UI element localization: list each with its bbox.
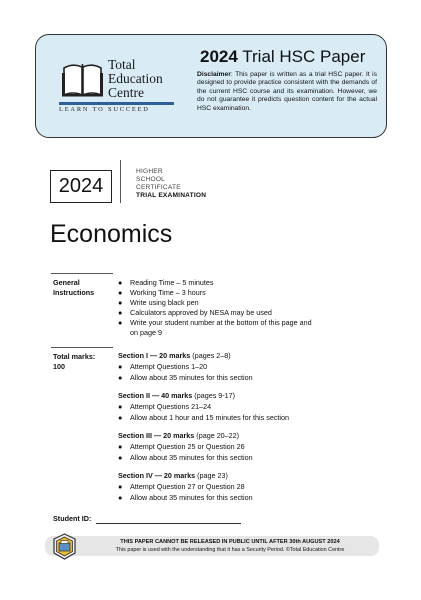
exam-year-box: 2024 <box>50 170 112 203</box>
subject-title: Economics <box>50 220 173 248</box>
bullet-icon: ● <box>118 298 123 307</box>
logo-line-2: Education <box>108 71 163 86</box>
bullet-icon: ● <box>118 308 123 317</box>
section-2-item: ● Allow about 1 hour and 15 minutes for this section <box>118 413 290 422</box>
bullet-icon: ● <box>118 453 123 462</box>
bullet-icon: ● <box>118 278 123 287</box>
student-id-field[interactable] <box>96 523 241 524</box>
footer-security-notice: This paper is used with the understanding that it has a Security Period. ©Total Education Centre <box>115 547 345 553</box>
section-4-item: ● Allow about 35 minutes for this section <box>118 493 253 502</box>
total-marks-label: Total marks: <box>53 352 96 361</box>
total-marks-value: 100 <box>53 362 65 371</box>
trial-title-year: 2024 <box>200 47 238 66</box>
instruction-item-continued: on page 9 <box>130 328 162 337</box>
bullet-icon: ● <box>118 493 123 502</box>
section-3-heading: Section III — 20 marks (page 20–22) <box>118 431 240 440</box>
divider <box>120 160 121 203</box>
logo-line-1: Total <box>108 57 136 72</box>
trial-examination-label: TRIAL EXAMINATION <box>136 192 207 199</box>
instruction-item: ● Write your student number at the bottom of this page and <box>118 318 312 327</box>
general-label-1: General <box>53 278 80 287</box>
section-2-heading: Section II — 40 marks (pages 9-17) <box>118 391 236 400</box>
footer-release-notice: THIS PAPER CANNOT BE RELEASED IN PUBLIC UNTIL AFTER 30th AUGUST 2024 <box>120 539 340 545</box>
section-1-heading: Section I — 20 marks (pages 2–8) <box>118 351 231 360</box>
hsc-line-certificate: CERTIFICATE <box>136 184 181 191</box>
bullet-icon: ● <box>118 402 123 411</box>
bullet-icon: ● <box>118 373 123 382</box>
trial-paper-title <box>200 47 365 67</box>
student-id-label: Student ID: <box>53 514 92 523</box>
disclaimer-label: Disclaimer <box>197 71 231 78</box>
bullet-icon: ● <box>118 482 123 491</box>
section-4-item: ● Attempt Question 27 or Question 28 <box>118 482 245 491</box>
security-badge-icon <box>51 533 78 560</box>
instruction-item: ● Calculators approved by NESA may be used <box>118 308 272 317</box>
logo-tagline: LEARN TO SUCCEED <box>59 106 150 113</box>
logo-line-3: Centre <box>108 85 144 100</box>
section-3-item: ● Attempt Question 25 or Question 26 <box>118 442 245 451</box>
bullet-icon: ● <box>118 362 123 371</box>
bullet-icon: ● <box>118 442 123 451</box>
bullet-icon: ● <box>118 288 123 297</box>
instruction-item: ● Working Time – 3 hours <box>118 288 206 297</box>
hsc-line-school: SCHOOL <box>136 176 166 183</box>
general-label-2: Instructions <box>53 288 95 297</box>
section-rule <box>51 347 113 348</box>
hsc-line-higher: HIGHER <box>136 168 163 175</box>
disclaimer <box>197 71 377 113</box>
bullet-icon: ● <box>118 318 123 327</box>
section-4-heading: Section IV — 20 marks (page 23) <box>118 471 228 480</box>
bullet-icon: ● <box>118 413 123 422</box>
instruction-item: ● Write using black pen <box>118 298 199 307</box>
instruction-item: ● Reading Time – 5 minutes <box>118 278 214 287</box>
section-3-item: ● Allow about 35 minutes for this section <box>118 453 253 462</box>
trial-title-rest: Trial HSC Paper <box>242 47 366 66</box>
section-2-item: ● Attempt Questions 21–24 <box>118 402 212 411</box>
disclaimer-text: : This paper is written as a trial HSC paper. It is designed to provide practice consistent with the demands of the current HSC course and its examination. However, we do not guarantee it predicts question content for the actual HSC examination. <box>197 71 377 112</box>
section-rule <box>51 273 113 274</box>
logo-underline <box>59 102 174 105</box>
section-1-item: ● Attempt Questions 1–20 <box>118 362 208 371</box>
open-book-logo-icon <box>60 58 105 102</box>
section-1-item: ● Allow about 35 minutes for this section <box>118 373 253 382</box>
